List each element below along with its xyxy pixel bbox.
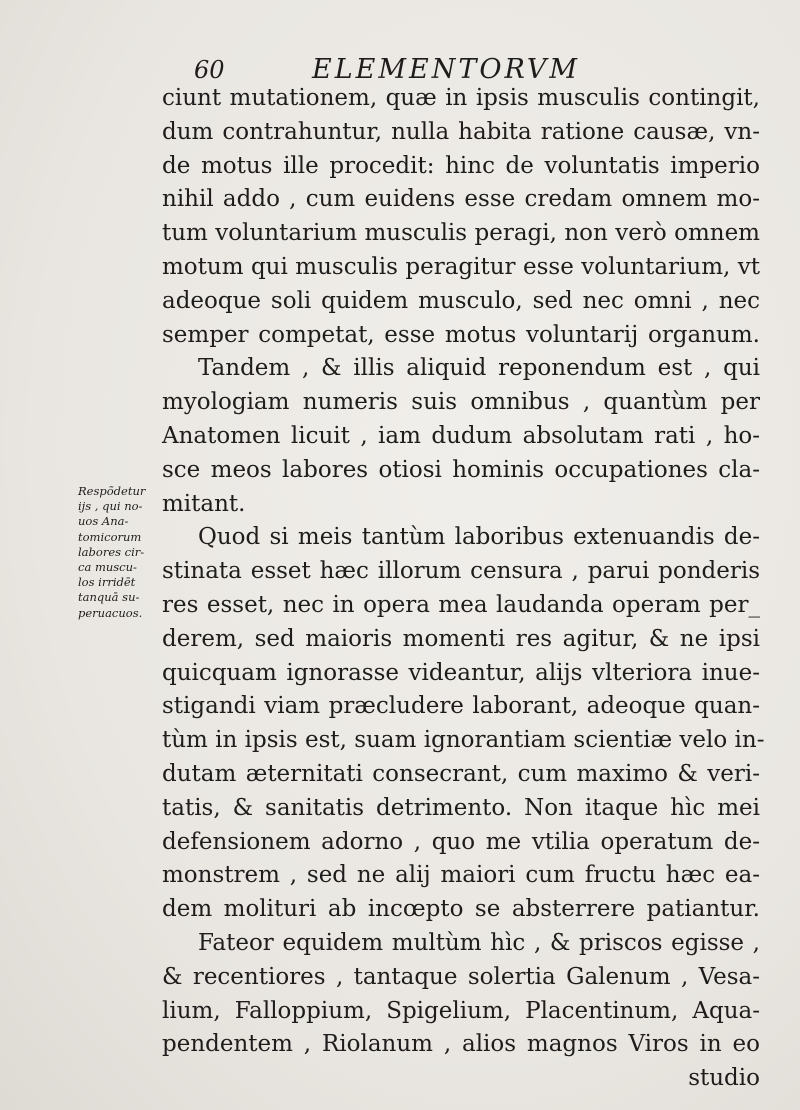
text-line: Tandem , & illis aliquid reponendum est , qui [198,355,760,382]
text-line: adeoque soli quidem musculo, sed nec omni , nec [162,287,760,314]
text-line: tùm in ipsis est, suam ignorantiam scientiæ velo in- [162,727,765,754]
text-line: ciunt mutationem, quæ in ipsis musculis contingit, [162,85,760,111]
text-line: stinata esset hæc illorum censura , parui ponderis [162,558,760,585]
text-line: monstrem , sed ne alij maiori cum fructu hæc ea- [162,862,760,889]
text-line: res esset, nec in opera mea laudanda operam per_ [162,591,760,618]
running-title: ELEMENTORVM [312,54,580,85]
marginal-note-line: uos Ana- [78,514,129,529]
text-line: & recentiores , tantaque solertia Galenum , Vesa- [162,963,760,990]
page-number: 60 [194,56,225,84]
text-line: Anatomen licuit , iam dudum absolutam rati , ho- [162,422,760,449]
marginal-note-line: ijs , qui no- [78,499,143,514]
paragraph [162,352,760,521]
text-line: dum contrahuntur, nulla habita ratione causæ, vn- [162,118,760,145]
text-line: tatis, & sanitatis detrimento. Non itaque hìc mei [162,794,760,821]
paragraph [162,82,760,352]
marginal-note-line: tanquā su- [78,590,140,605]
text-line: Quod si meis tantùm laboribus extenuandis de- [198,524,760,551]
marginal-note-line: los irridēt [78,575,136,590]
marginal-note-line: labores cir- [78,544,145,559]
text-line: derem, sed maioris momenti res agitur, & ne ipsi [162,625,760,652]
marginal-note-line: peruacuos. [78,605,143,620]
text-line: Fateor equidem multùm hìc , & priscos egisse , [198,929,760,956]
text-line: myologiam numeris suis omnibus , quantùm per [162,389,760,416]
text-line: pendentem , Riolanum , alios magnos Viros in eo [162,1031,760,1058]
marginal-note-line: ca muscu- [78,560,137,575]
text-line: defensionem adorno , quo me vtilia operatum de- [162,828,760,855]
text-line: mitant. [162,490,246,517]
body-text [162,82,765,1096]
paragraph [162,927,760,1062]
text-line: stigandi viam præcludere laborant, adeoque quan- [162,693,760,720]
catchword: studio [688,1065,760,1092]
text-line: tum voluntarium musculis peragi, non verò omnem [162,220,760,247]
marginal-note-line: tomicorum [78,529,142,544]
text-line: dutam æternitati consecrant, cum maximo & veri- [162,760,760,787]
text-line: nihil addo , cum euidens esse credam omnem mo- [162,186,760,213]
paragraph [162,521,765,927]
text-line: sce meos labores otiosi hominis occupationes cla- [162,456,760,483]
marginal-note-line: Respõdetur [78,484,146,498]
text-line: lium, Falloppium, Spigelium, Placentinum, Aqua- [162,997,760,1024]
text-line: semper competat, esse motus voluntarij organum. [162,321,760,348]
marginal-note [78,484,168,621]
text-line: dem moliturі ab incœpto se absterrere patiantur. [162,896,760,923]
text-line: de motus ille procedit: hinc de voluntatis imperio [162,152,760,179]
text-line: motum qui musculis peragitur esse voluntarium, vt [162,253,760,280]
text-line: quicquam ignorasse videantur, alijs vlteriora inue- [162,659,760,686]
